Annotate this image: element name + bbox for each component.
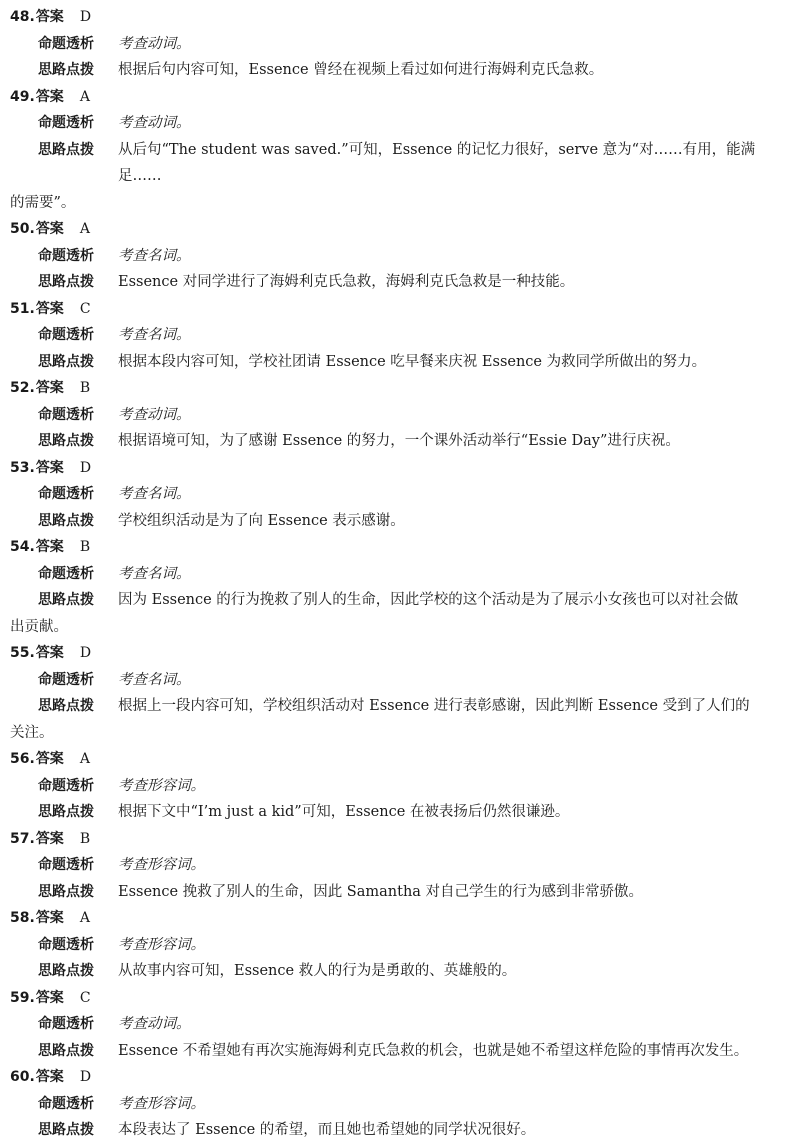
question-number: 56. — [10, 751, 35, 767]
question-number: 51. — [10, 300, 35, 317]
answer-value: C — [79, 300, 91, 317]
analysis-text: 考查动词。 — [118, 35, 191, 52]
analysis-label: 命题透析 — [38, 777, 94, 794]
answer-value: B — [79, 380, 91, 396]
reasoning-row — [10, 693, 778, 720]
reasoning-text: Essence 对同学进行了海姆利克氏急救，海姆利克氏急救是一种技能。 — [118, 274, 575, 290]
answer-label: 答案 — [35, 459, 64, 476]
answer-value: A — [79, 910, 90, 926]
reasoning-label: 思路点拨 — [38, 353, 94, 370]
analysis-text: 考查名词。 — [118, 327, 191, 343]
analysis-row — [10, 932, 778, 959]
answer-line — [10, 455, 778, 482]
answer-value: D — [79, 459, 92, 476]
analysis-label: 命题透析 — [38, 35, 94, 52]
answer-value: A — [79, 751, 90, 767]
analysis-row — [10, 243, 778, 270]
answer-line — [10, 1064, 778, 1091]
answer-item — [10, 905, 778, 985]
reasoning-continuation: 的需要”。 — [10, 194, 76, 211]
analysis-label: 命题透析 — [38, 936, 94, 953]
analysis-text: 考查形容词。 — [118, 857, 205, 873]
reasoning-label: 思路点拨 — [38, 698, 94, 714]
answer-label: 答案 — [35, 300, 64, 317]
answer-item — [10, 216, 778, 296]
reasoning-label: 思路点拨 — [38, 1042, 94, 1059]
answer-line — [10, 985, 778, 1012]
reasoning-label: 思路点拨 — [38, 804, 94, 820]
analysis-label: 命题透析 — [38, 1016, 94, 1032]
reasoning-label: 思路点拨 — [38, 62, 94, 78]
answer-line — [10, 296, 778, 323]
answer-label: 答案 — [35, 989, 64, 1006]
analysis-text: 考查动词。 — [118, 1016, 191, 1032]
analysis-label: 命题透析 — [38, 1095, 94, 1112]
answer-line — [10, 4, 778, 31]
question-number: 58. — [10, 910, 35, 926]
reasoning-text: 本段表达了 Essence 的希望，而且她也希望她的同学状况很好。 — [118, 1122, 536, 1138]
analysis-label: 命题透析 — [38, 115, 94, 131]
reasoning-text: Essence 不希望她有再次实施海姆利克氏急救的机会，也就是她不希望这样危险的事情再次发生。 — [118, 1042, 749, 1059]
reasoning-continuation: 出贡献。 — [10, 618, 68, 635]
reasoning-row — [10, 269, 778, 296]
analysis-label: 命题透析 — [38, 486, 94, 502]
analysis-row — [10, 1011, 778, 1038]
question-number: 54. — [10, 539, 35, 555]
reasoning-text: 根据上一段内容可知，学校组织活动对 Essence 进行表彰感谢，因此判断 Essence 受到了人们的 — [118, 698, 750, 714]
answer-value: A — [79, 221, 90, 237]
analysis-row — [10, 31, 778, 58]
analysis-label: 命题透析 — [38, 671, 94, 688]
analysis-text: 考查名词。 — [118, 671, 191, 688]
answer-label: 答案 — [35, 9, 64, 25]
answer-item — [10, 4, 778, 84]
answer-item — [10, 746, 778, 826]
reasoning-label: 思路点拨 — [38, 883, 94, 900]
question-number: 60. — [10, 1069, 35, 1085]
answer-item — [10, 296, 778, 376]
reasoning-label: 思路点拨 — [38, 512, 94, 529]
reasoning-text: 根据本段内容可知，学校社团请 Essence 吃早餐来庆祝 Essence 为救同学所做出的努力。 — [118, 353, 707, 370]
reasoning-row — [10, 958, 778, 985]
answer-line — [10, 534, 778, 561]
analysis-label: 命题透析 — [38, 406, 94, 423]
reasoning-row — [10, 57, 778, 84]
analysis-row — [10, 110, 778, 137]
analysis-row — [10, 667, 778, 694]
analysis-text: 考查形容词。 — [118, 777, 205, 794]
answer-value: A — [79, 88, 90, 105]
analysis-label: 命题透析 — [38, 247, 94, 264]
answer-label: 答案 — [35, 380, 64, 396]
answer-line — [10, 746, 778, 773]
question-number: 48. — [10, 9, 35, 25]
reasoning-label: 思路点拨 — [38, 1122, 94, 1138]
reasoning-label: 思路点拨 — [38, 963, 94, 979]
reasoning-text: 从后句“The student was saved.”可知，Essence 的记忆力很好，serve 意为“对……有用，能满足…… — [118, 141, 756, 184]
answer-item — [10, 455, 778, 535]
reasoning-text: 学校组织活动是为了向 Essence 表示感谢。 — [118, 512, 405, 529]
analysis-text: 考查名词。 — [118, 565, 191, 582]
answer-item — [10, 84, 778, 217]
answer-label: 答案 — [35, 830, 64, 847]
question-number: 53. — [10, 459, 35, 476]
answer-label: 答案 — [35, 88, 64, 105]
answer-line — [10, 216, 778, 243]
reasoning-continuation: 关注。 — [10, 724, 54, 741]
question-number: 59. — [10, 989, 35, 1006]
question-number: 50. — [10, 221, 35, 237]
answer-value: B — [79, 539, 91, 555]
analysis-label: 命题透析 — [38, 327, 94, 343]
reasoning-row — [10, 428, 778, 455]
analysis-row — [10, 322, 778, 349]
analysis-row — [10, 402, 778, 429]
reasoning-row — [10, 349, 778, 376]
analysis-text: 考查形容词。 — [118, 936, 205, 953]
reasoning-text: 从故事内容可知，Essence 救人的行为是勇敢的、英雄般的。 — [118, 963, 517, 979]
analysis-row — [10, 481, 778, 508]
answer-line — [10, 640, 778, 667]
analysis-row — [10, 773, 778, 800]
analysis-row — [10, 561, 778, 588]
reasoning-text: 根据后句内容可知，Essence 曾经在视频上看过如何进行海姆利克氏急救。 — [118, 62, 604, 78]
answer-value: D — [79, 9, 92, 25]
answer-value: B — [79, 830, 91, 847]
reasoning-row — [10, 137, 778, 190]
analysis-text: 考查动词。 — [118, 115, 191, 131]
analysis-row — [10, 1091, 778, 1118]
analysis-label: 命题透析 — [38, 857, 94, 873]
answer-line — [10, 905, 778, 932]
answer-label: 答案 — [35, 645, 64, 661]
answer-value: D — [79, 1069, 92, 1085]
answer-line — [10, 826, 778, 853]
analysis-text: 考查动词。 — [118, 406, 191, 423]
answer-label: 答案 — [35, 221, 64, 237]
answer-item — [10, 375, 778, 455]
answer-item — [10, 640, 778, 746]
analysis-text: 考查形容词。 — [118, 1095, 205, 1112]
analysis-label: 命题透析 — [38, 565, 94, 582]
answer-item — [10, 985, 778, 1065]
reasoning-row — [10, 1038, 778, 1065]
answer-value: C — [79, 989, 91, 1006]
answer-value: D — [79, 645, 92, 661]
reasoning-text: Essence 挽救了别人的生命，因此 Samantha 对自己学生的行为感到非常骄傲。 — [118, 883, 644, 900]
answer-item — [10, 534, 778, 640]
reasoning-text: 根据下文中“I’m just a kid”可知，Essence 在被表扬后仍然很谦逊。 — [118, 804, 570, 820]
analysis-text: 考查名词。 — [118, 486, 191, 502]
reasoning-row — [10, 508, 778, 535]
answer-label: 答案 — [35, 910, 64, 926]
reasoning-label: 思路点拨 — [38, 274, 94, 290]
analysis-text: 考查名词。 — [118, 247, 191, 264]
answer-list — [10, 4, 778, 1144]
reasoning-label: 思路点拨 — [38, 141, 94, 158]
reasoning-label: 思路点拨 — [38, 433, 94, 449]
question-number: 57. — [10, 830, 35, 847]
reasoning-label: 思路点拨 — [38, 592, 94, 608]
answer-line — [10, 375, 778, 402]
reasoning-text: 根据语境可知，为了感谢 Essence 的努力，一个课外活动举行“Essie Day”进行庆祝。 — [118, 433, 680, 449]
question-number: 52. — [10, 380, 35, 396]
answer-label: 答案 — [35, 539, 64, 555]
reasoning-row — [10, 799, 778, 826]
reasoning-row — [10, 1117, 778, 1144]
answer-label: 答案 — [35, 751, 64, 767]
reasoning-row — [10, 587, 778, 614]
analysis-row — [10, 852, 778, 879]
answer-label: 答案 — [35, 1069, 64, 1085]
reasoning-text: 因为 Essence 的行为挽救了别人的生命，因此学校的这个活动是为了展示小女孩也可以对社会做 — [118, 592, 739, 608]
reasoning-row — [10, 879, 778, 906]
answer-item — [10, 826, 778, 906]
question-number: 49. — [10, 88, 35, 105]
question-number: 55. — [10, 645, 35, 661]
answer-line — [10, 84, 778, 111]
